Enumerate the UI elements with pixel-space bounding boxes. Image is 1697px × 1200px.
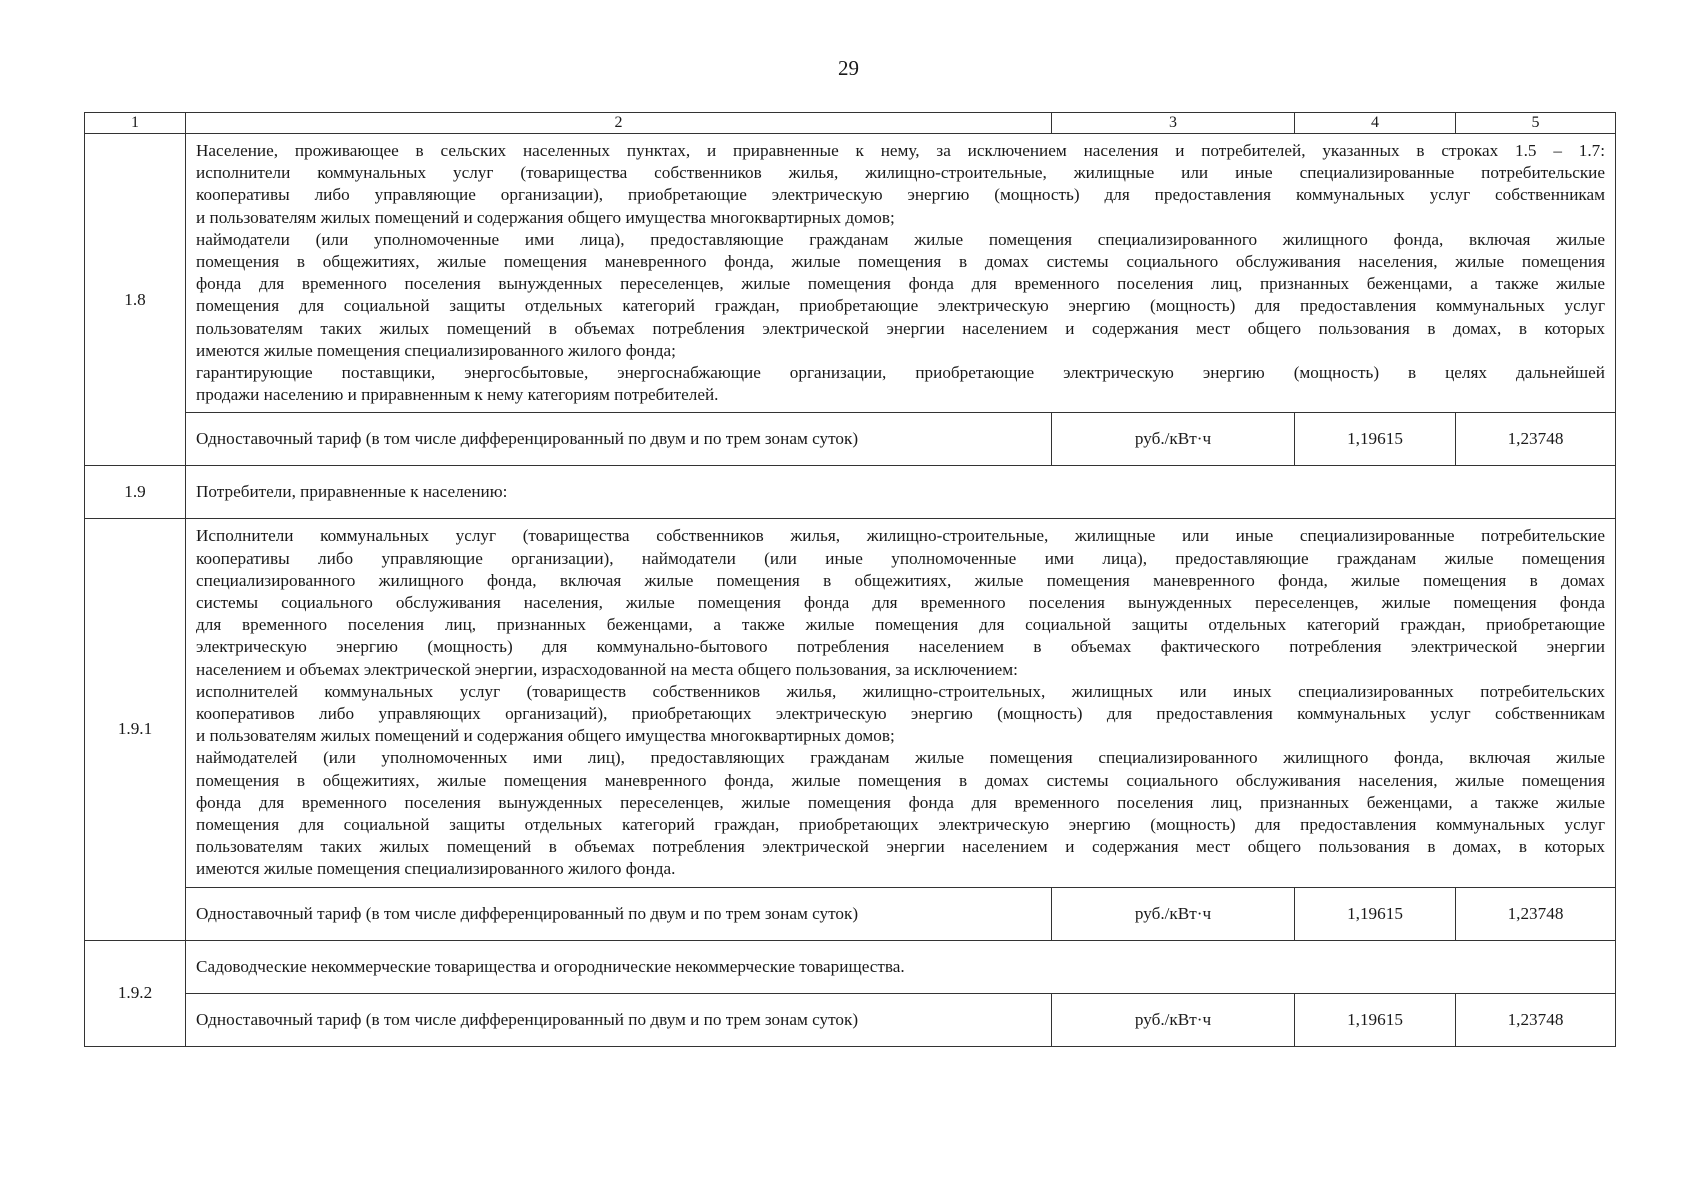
table-row — [85, 466, 1616, 519]
text-line: помещения в общежитиях, жилые помещения маневренного фонда, жилые помещения в домах системы социального обслуживания населения, жилые помещения — [196, 252, 1605, 272]
row-description — [186, 134, 1616, 413]
tariff-unit: руб./кВт·ч — [1052, 887, 1295, 940]
table-row — [85, 134, 1616, 413]
text-line: для временного поселения лиц, признанных беженцами, а также жилые помещения для социальной защиты отдельных категорий граждан, приобретающие — [196, 615, 1605, 635]
text-line: кооперативов либо управляющих организаций), приобретающих электрическую энергию (мощность) для предоставления коммунальных услуг собственникам — [196, 704, 1605, 724]
text-line: специализированного жилищного фонда, включая жилые помещения в общежитиях, жилые помещения маневренного фонда, жилые помещения в домах — [196, 570, 1605, 590]
text-line: имеются жилые помещения специализированного жилого фонда; — [196, 340, 676, 360]
text-line: и пользователям жилых помещений и содержания общего имущества многоквартирных домов; — [196, 207, 895, 227]
table-row — [85, 519, 1616, 887]
tariff-row — [85, 887, 1616, 940]
tariff-row — [85, 993, 1616, 1046]
row-description: Потребители, приравненные к населению: — [186, 466, 1616, 519]
tariff-table — [84, 112, 1616, 1047]
text-line: исполнители коммунальных услуг (товарищества собственников жилья, жилищно-строительные, жилищные или иные специализированные потребительские — [196, 163, 1605, 183]
header-col-1: 1 — [85, 113, 186, 134]
text-line: Население, проживающее в сельских населенных пунктах, и приравненные к нему, за исключением населения и потребителей, указанных в строках 1.5 – 1.7: — [196, 141, 1605, 160]
text-line: системы социального обслуживания населения, жилые помещения фонда для временного поселения вынужденных переселенцев, жилые помещения фонда — [196, 593, 1605, 613]
row-number: 1.9.2 — [85, 940, 186, 1046]
header-col-2: 2 — [186, 113, 1052, 134]
text-line: исполнителей коммунальных услуг (товариществ собственников жилья, жилищно-строительных, жилищных или иных специализированных потребительских — [196, 681, 1605, 701]
tariff-row — [85, 413, 1616, 466]
header-col-5: 5 — [1456, 113, 1616, 134]
text-line: кооперативы либо управляющие организации), наймодатели (или иные уполномоченные ими лица), предоставляющие гражданам жилые помещения — [196, 548, 1605, 568]
text-line: пользователям таких жилых помещений в объемах потребления электрической энергии населением и содержания мест общего пользования в домах, в которых — [196, 318, 1605, 338]
header-row — [85, 113, 1616, 134]
tariff-label: Одноставочный тариф (в том числе дифференцированный по двум и по трем зонам суток) — [186, 993, 1052, 1046]
tariff-unit: руб./кВт·ч — [1052, 413, 1295, 466]
tariff-value-col5: 1,23748 — [1456, 413, 1616, 466]
header-col-3: 3 — [1052, 113, 1295, 134]
tariff-value-col5: 1,23748 — [1456, 993, 1616, 1046]
tariff-value-col5: 1,23748 — [1456, 887, 1616, 940]
header-col-4: 4 — [1295, 113, 1456, 134]
text-line: пользователям таких жилых помещений в объемах потребления электрической энергии населением и содержания мест общего пользования в домах, в которых — [196, 837, 1605, 857]
row-number: 1.9 — [85, 466, 186, 519]
text-line: фонда для временного поселения вынужденных переселенцев, жилые помещения фонда для временного поселения лиц, признанных беженцами, а также жилые — [196, 274, 1605, 294]
text-line: и пользователям жилых помещений и содержания общего имущества многоквартирных домов; — [196, 726, 895, 746]
text-line: помещения в общежитиях, жилые помещения маневренного фонда, жилые помещения в домах системы социального обслуживания населения, жилые помещения — [196, 770, 1605, 790]
row-number: 1.8 — [85, 134, 186, 466]
text-line: имеются жилые помещения специализированного жилого фонда. — [196, 859, 676, 879]
text-line: Исполнители коммунальных услуг (товарищества собственников жилья, жилищно-строительные, жилищные или иные специализированные потребительские — [196, 526, 1605, 546]
text-line: продажи населению и приравненным к нему категориям потребителей. — [196, 385, 719, 405]
text-line: наймодателей (или уполномоченных ими лиц), предоставляющих гражданам жилые помещения специализированного жилищного фонда, включая жилые — [196, 748, 1605, 768]
row-description: Садоводческие некоммерческие товарищества и огороднические некоммерческие товарищества. — [186, 940, 1616, 993]
tariff-value-col4: 1,19615 — [1295, 993, 1456, 1046]
row-description — [186, 519, 1616, 887]
text-line: населением и объемах электрической энергии, израсходованной на места общего пользования, за исключением: — [196, 659, 1018, 679]
text-line: кооперативы либо управляющие организации), приобретающие электрическую энергию (мощность) для предоставления коммунальных услуг собственникам — [196, 185, 1605, 205]
tariff-value-col4: 1,19615 — [1295, 413, 1456, 466]
text-line: помещения для социальной защиты отдельных категорий граждан, приобретающие электрическую энергию (мощность) для предоставления коммунальных услуг — [196, 296, 1605, 316]
row-number: 1.9.1 — [85, 519, 186, 940]
tariff-value-col4: 1,19615 — [1295, 887, 1456, 940]
table-row — [85, 940, 1616, 993]
text-line: помещения для социальной защиты отдельных категорий граждан, приобретающих электрическую энергию (мощность) для предоставления коммунальных услуг — [196, 815, 1605, 835]
tariff-label: Одноставочный тариф (в том числе дифференцированный по двум и по трем зонам суток) — [186, 887, 1052, 940]
text-line: электрическую энергию (мощность) для коммунально-бытового потребления населением в объемах фактического потребления электрической энергии — [196, 637, 1605, 657]
text-line: фонда для временного поселения вынужденных переселенцев, жилые помещения фонда для временного поселения лиц, признанных беженцами, а также жилые — [196, 792, 1605, 812]
tariff-unit: руб./кВт·ч — [1052, 993, 1295, 1046]
text-line: наймодатели (или уполномоченные ими лица), предоставляющие гражданам жилые помещения специализированного жилищного фонда, включая жилые — [196, 229, 1605, 249]
tariff-label: Одноставочный тариф (в том числе дифференцированный по двум и по трем зонам суток) — [186, 413, 1052, 466]
text-line: гарантирующие поставщики, энергосбытовые, энергоснабжающие организации, приобретающие электрическую энергию (мощность) в целях дальнейшей — [196, 363, 1605, 383]
page-number: 29 — [838, 56, 859, 80]
